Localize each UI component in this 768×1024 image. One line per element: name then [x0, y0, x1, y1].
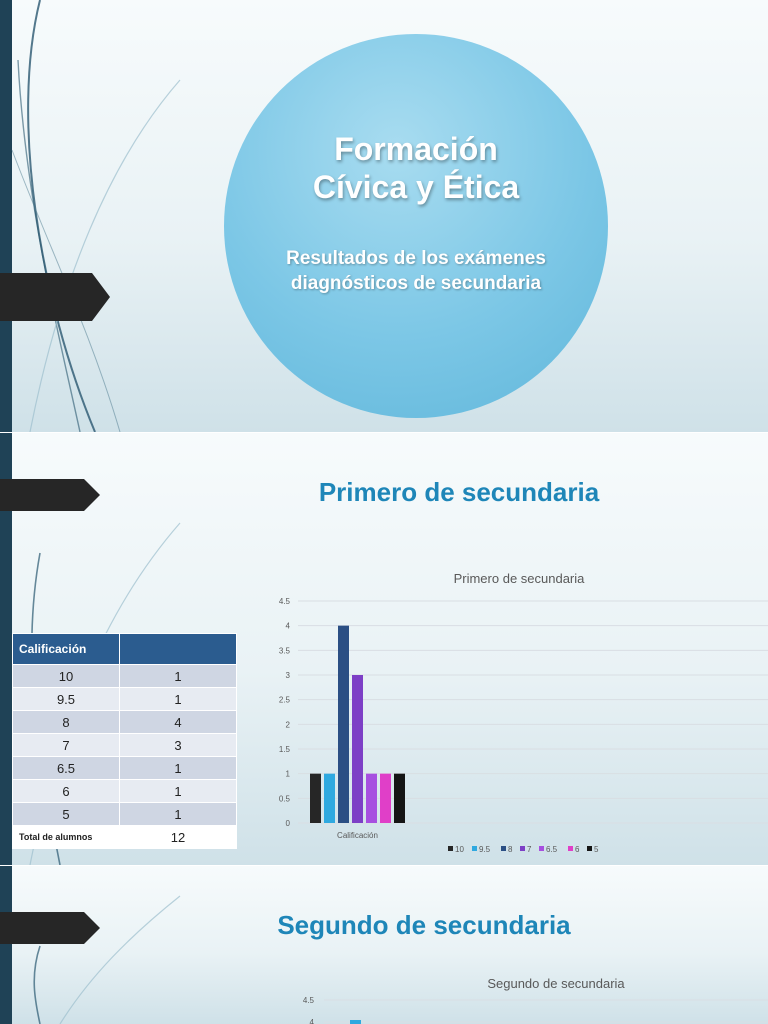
grade-cell: 8 [13, 711, 120, 734]
legend-swatch [472, 846, 477, 851]
count-cell: 4 [120, 711, 237, 734]
x-category-label: Calificación [337, 831, 378, 840]
bar-6 [380, 774, 391, 823]
legend-label: 9.5 [479, 845, 491, 854]
grades-table [12, 633, 237, 849]
legend-label: 7 [527, 845, 532, 854]
bar-10 [310, 774, 321, 823]
y-tick-label: 4.5 [302, 996, 314, 1005]
grade-cell: 6.5 [13, 757, 120, 780]
section-tab [0, 273, 110, 321]
section-tab [0, 904, 110, 952]
legend-label: 6 [575, 845, 580, 854]
legend-label: 5 [594, 845, 599, 854]
count-cell: 1 [120, 688, 237, 711]
chart-title: Segundo de secundaria [487, 976, 625, 991]
bar-8 [338, 626, 349, 823]
grade-cell: 9.5 [13, 688, 120, 711]
y-tick-label: 1 [285, 769, 290, 779]
chart-title: Primero de secundaria [453, 571, 585, 586]
count-cell: 1 [120, 780, 237, 803]
legend-swatch [539, 846, 544, 851]
y-tick-label: 2.5 [278, 695, 290, 705]
count-cell: 1 [120, 757, 237, 780]
y-tick-label: 3.5 [278, 646, 290, 656]
bar-5 [394, 774, 405, 823]
table-row [13, 711, 237, 734]
y-tick-label: 0.5 [278, 794, 290, 804]
table-row [13, 665, 237, 688]
decorative-curves [0, 0, 200, 432]
title-circle [224, 34, 608, 418]
y-tick-label: 4 [309, 1018, 314, 1024]
table-row [13, 734, 237, 757]
table-row [13, 757, 237, 780]
y-tick-label: 1.5 [278, 745, 290, 754]
title-slide [0, 0, 768, 432]
table-header-count [120, 634, 237, 665]
bar-9.5 [324, 774, 335, 823]
table-header-grade: Calificación [13, 634, 120, 665]
total-label: Total de alumnos [13, 826, 120, 849]
table-row [13, 688, 237, 711]
table-row [13, 780, 237, 803]
legend-label: 8 [508, 845, 513, 854]
bar-chart-segundo [262, 970, 768, 1024]
slide-title: Segundo de secundaria [277, 910, 571, 940]
y-tick-label: 4 [285, 621, 290, 631]
results-slide-primero [0, 433, 768, 865]
legend-swatch [568, 846, 573, 851]
presentation-title: Formación Cívica y Ética [312, 131, 520, 205]
total-value: 12 [120, 826, 237, 849]
y-tick-label: 3 [285, 671, 290, 680]
results-slide-segundo [0, 866, 768, 1024]
grade-cell: 5 [13, 803, 120, 826]
bar-7 [352, 675, 363, 823]
slide-title: Primero de secundaria [318, 477, 600, 507]
count-cell: 1 [120, 803, 237, 826]
bar-partial [350, 1020, 361, 1024]
section-tab [0, 471, 110, 519]
legend-swatch [501, 846, 506, 851]
table-row [13, 803, 237, 826]
grade-cell: 10 [13, 665, 120, 688]
bar-chart-primero [262, 563, 768, 863]
grade-cell: 6 [13, 780, 120, 803]
legend-swatch [448, 846, 453, 851]
y-tick-label: 4.5 [278, 597, 290, 606]
y-tick-label: 0 [285, 819, 290, 828]
y-tick-label: 2 [285, 720, 290, 730]
legend-swatch [587, 846, 592, 851]
table-total-row [13, 826, 237, 849]
grade-cell: 7 [13, 734, 120, 757]
legend-label: 6.5 [546, 845, 558, 854]
presentation-subtitle: Resultados de los exámenes diagnósticos de secundaria [286, 248, 546, 294]
count-cell: 3 [120, 734, 237, 757]
legend-label: 10 [455, 845, 464, 854]
bar-6.5 [366, 774, 377, 823]
count-cell: 1 [120, 665, 237, 688]
legend-swatch [520, 846, 525, 851]
